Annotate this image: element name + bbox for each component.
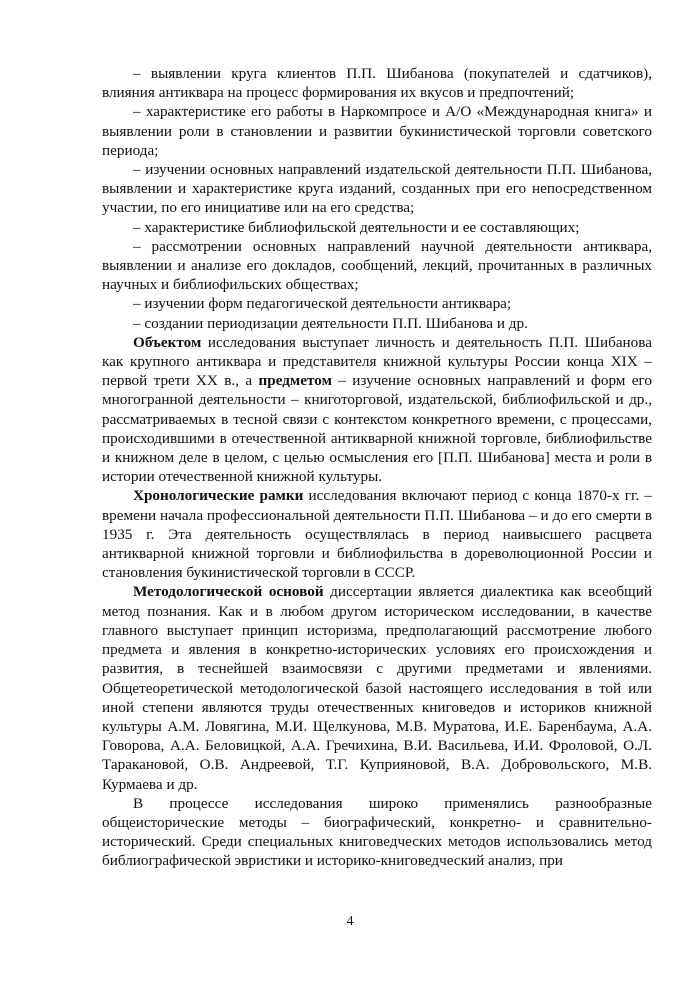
subject-term: предметом xyxy=(258,372,332,390)
chronology-text: исследования включают период с конца 1870-х гг. – времени начала профессиональной деятельности П.П. Шибанова – и до его смерти в 1935 г. Эта деятельность осуществлялась в период наивысшего расцвета антикварной книжной торговли и библиофильства в дореволюционной России и становления букинистической торговли в СССР. xyxy=(102,487,652,582)
chronology-term: Хронологические рамки xyxy=(133,487,304,505)
chronology-paragraph xyxy=(102,486,652,582)
methodology-paragraph xyxy=(102,582,652,793)
methodology-text: диссертации является диалектика как всеобщий метод познания. Как и в любом другом историческом исследовании, в качестве главного выступает принцип историзма, предполагающий рассмотрение любого предмета и явления в конкретно-исторических условиях его происхождения и развития, в теснейшей взаимосвязи с другими предметами и явлениями. Общетеоретической методологической базой настоящего исследования в той или иной степени являются труды отечественных книговедов и историков книжной культуры А.М. Ловягина, М.И. Щелкунова, М.В. Муратова, И.Е. Баренбаума, А.А. Говорова, А.А. Беловицкой, А.А. Гречихина, В.И. Васильева, И.И. Фроловой, О.Л. Таракановой, О.В. Андреевой, Т.Г. Куприяновой, В.А. Добровольского, М.В. Курмаева и др. xyxy=(102,583,653,793)
body-text xyxy=(102,64,652,871)
list-item-7: – создании периодизации деятельности П.П. Шибанова и др. xyxy=(133,314,528,332)
list-item-2: – характеристике его работы в Наркомпросе и А/О «Международная книга» и выявлении роли в становлении и развитии букинистической торговли советского периода; xyxy=(102,103,652,159)
list-item-6: – изучении форм педагогической деятельности антиквара; xyxy=(133,295,512,313)
object-text-2: – изучение основных направлений и форм его многогранной деятельности – книготорговой, издательской, библиофильской и др., рассматриваемых в тесной связи с контекстом конкретного времени, с процессами, происходившими в отечественной антикварной книжной торговле, библиофильстве и книжном деле в целом, с целью осмысления его [П.П. Шибанова] места и роли в истории отечественной книжной культуры. xyxy=(102,372,652,486)
list-item-1: – выявлении круга клиентов П.П. Шибанова (покупателей и сдатчиков), влияния антиквара на процесс формирования их вкусов и предпочтений; xyxy=(102,65,652,102)
page-number: 4 xyxy=(346,914,354,929)
object-term: Объектом xyxy=(133,333,202,351)
process-paragraph: В процессе исследования широко применялись разнообразные общеисторические методы – биографический, конкретно- и сравнительно-исторический. Среди специальных книговедческих методов использовались метод библиографической эвристики и историко-книговедческий анализ, при xyxy=(102,794,652,870)
list-item-5: – рассмотрении основных направлений научной деятельности антиквара, выявлении и анализе его докладов, сообщений, лекций, прочитанных в различных научных и библиофильских обществах; xyxy=(102,237,652,294)
list-item-3: – изучении основных направлений издательской деятельности П.П. Шибанова, выявлении и характеристике круга изданий, созданных при его непосредственном участии, по его инициативе или на его средства; xyxy=(102,161,652,217)
list-item-4: – характеристике библиофильской деятельности и ее составляющих; xyxy=(133,218,580,236)
object-text-1: исследования выступает личность и деятельность П.П. Шибанова как крупного антиквара и представителя книжной культуры России конца XIX – первой трети XX в., а xyxy=(102,333,652,390)
object-paragraph xyxy=(102,333,652,487)
methodology-term: Методологической основой xyxy=(133,583,324,601)
